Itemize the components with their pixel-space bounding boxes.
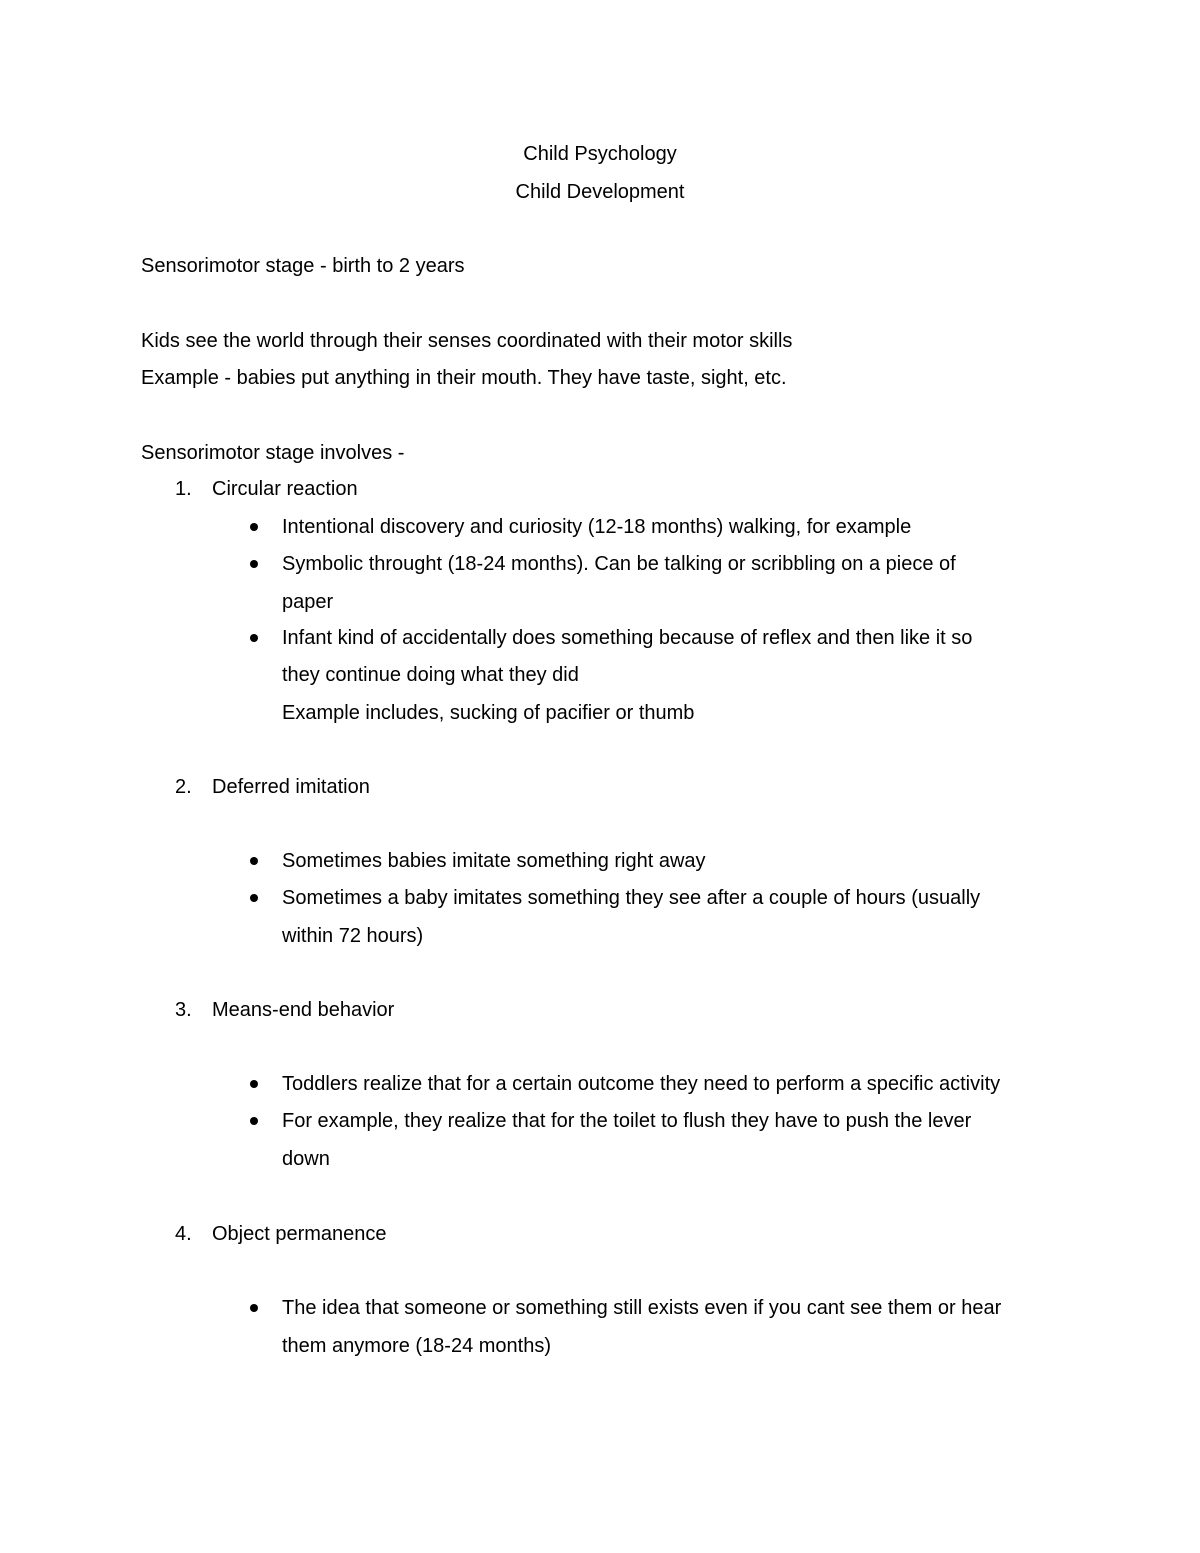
bullet-text: Sometimes a baby imitates something they see after a couple of hours (usually [282, 887, 981, 909]
bullet-text: Toddlers realize that for a certain outcome they need to perform a specific activity [282, 1073, 1001, 1095]
list-item-number: 1. [175, 478, 192, 500]
document-subtitle: Child Development [515, 181, 685, 203]
intro-line: Kids see the world through their senses coordinated with their motor skills [141, 330, 793, 352]
bullet-text: The idea that someone or something still exists even if you cant see them or hear [282, 1297, 1002, 1319]
involves-heading: Sensorimotor stage involves - [141, 442, 405, 464]
bullet-text: Sometimes babies imitate something right away [282, 850, 706, 872]
bullet-text: them anymore (18-24 months) [282, 1335, 552, 1357]
bullet-text: down [282, 1148, 330, 1170]
bullet-text: Intentional discovery and curiosity (12-18 months) walking, for example [282, 516, 912, 538]
list-item-number: 4. [175, 1223, 192, 1245]
bullet-icon [250, 1304, 258, 1312]
list-item-title: Deferred imitation [212, 776, 370, 798]
bullet-icon [250, 1080, 258, 1088]
bullet-icon [250, 523, 258, 531]
bullet-icon [250, 1117, 258, 1125]
bullet-text: within 72 hours) [282, 925, 424, 947]
bullet-icon [250, 560, 258, 568]
list-item-title: Means-end behavior [212, 999, 395, 1021]
intro-line: Example - babies put anything in their mouth. They have taste, sight, etc. [141, 367, 787, 389]
document-title: Child Psychology [523, 143, 677, 165]
bullet-icon [250, 857, 258, 865]
bullet-text: Symbolic throught (18-24 months). Can be talking or scribbling on a piece of [282, 553, 956, 575]
bullet-text: Example includes, sucking of pacifier or thumb [282, 702, 695, 724]
bullet-icon [250, 894, 258, 902]
bullet-text: they continue doing what they did [282, 664, 579, 686]
stage-heading: Sensorimotor stage - birth to 2 years [141, 255, 465, 277]
list-item-number: 3. [175, 999, 192, 1021]
list-item-title: Object permanence [212, 1223, 387, 1245]
bullet-text: paper [282, 591, 334, 613]
bullet-text: Infant kind of accidentally does something because of reflex and then like it so [282, 627, 973, 649]
bullet-text: For example, they realize that for the toilet to flush they have to push the lever [282, 1110, 972, 1132]
bullet-icon [250, 634, 258, 642]
list-item-title: Circular reaction [212, 478, 358, 500]
list-item-number: 2. [175, 776, 192, 798]
